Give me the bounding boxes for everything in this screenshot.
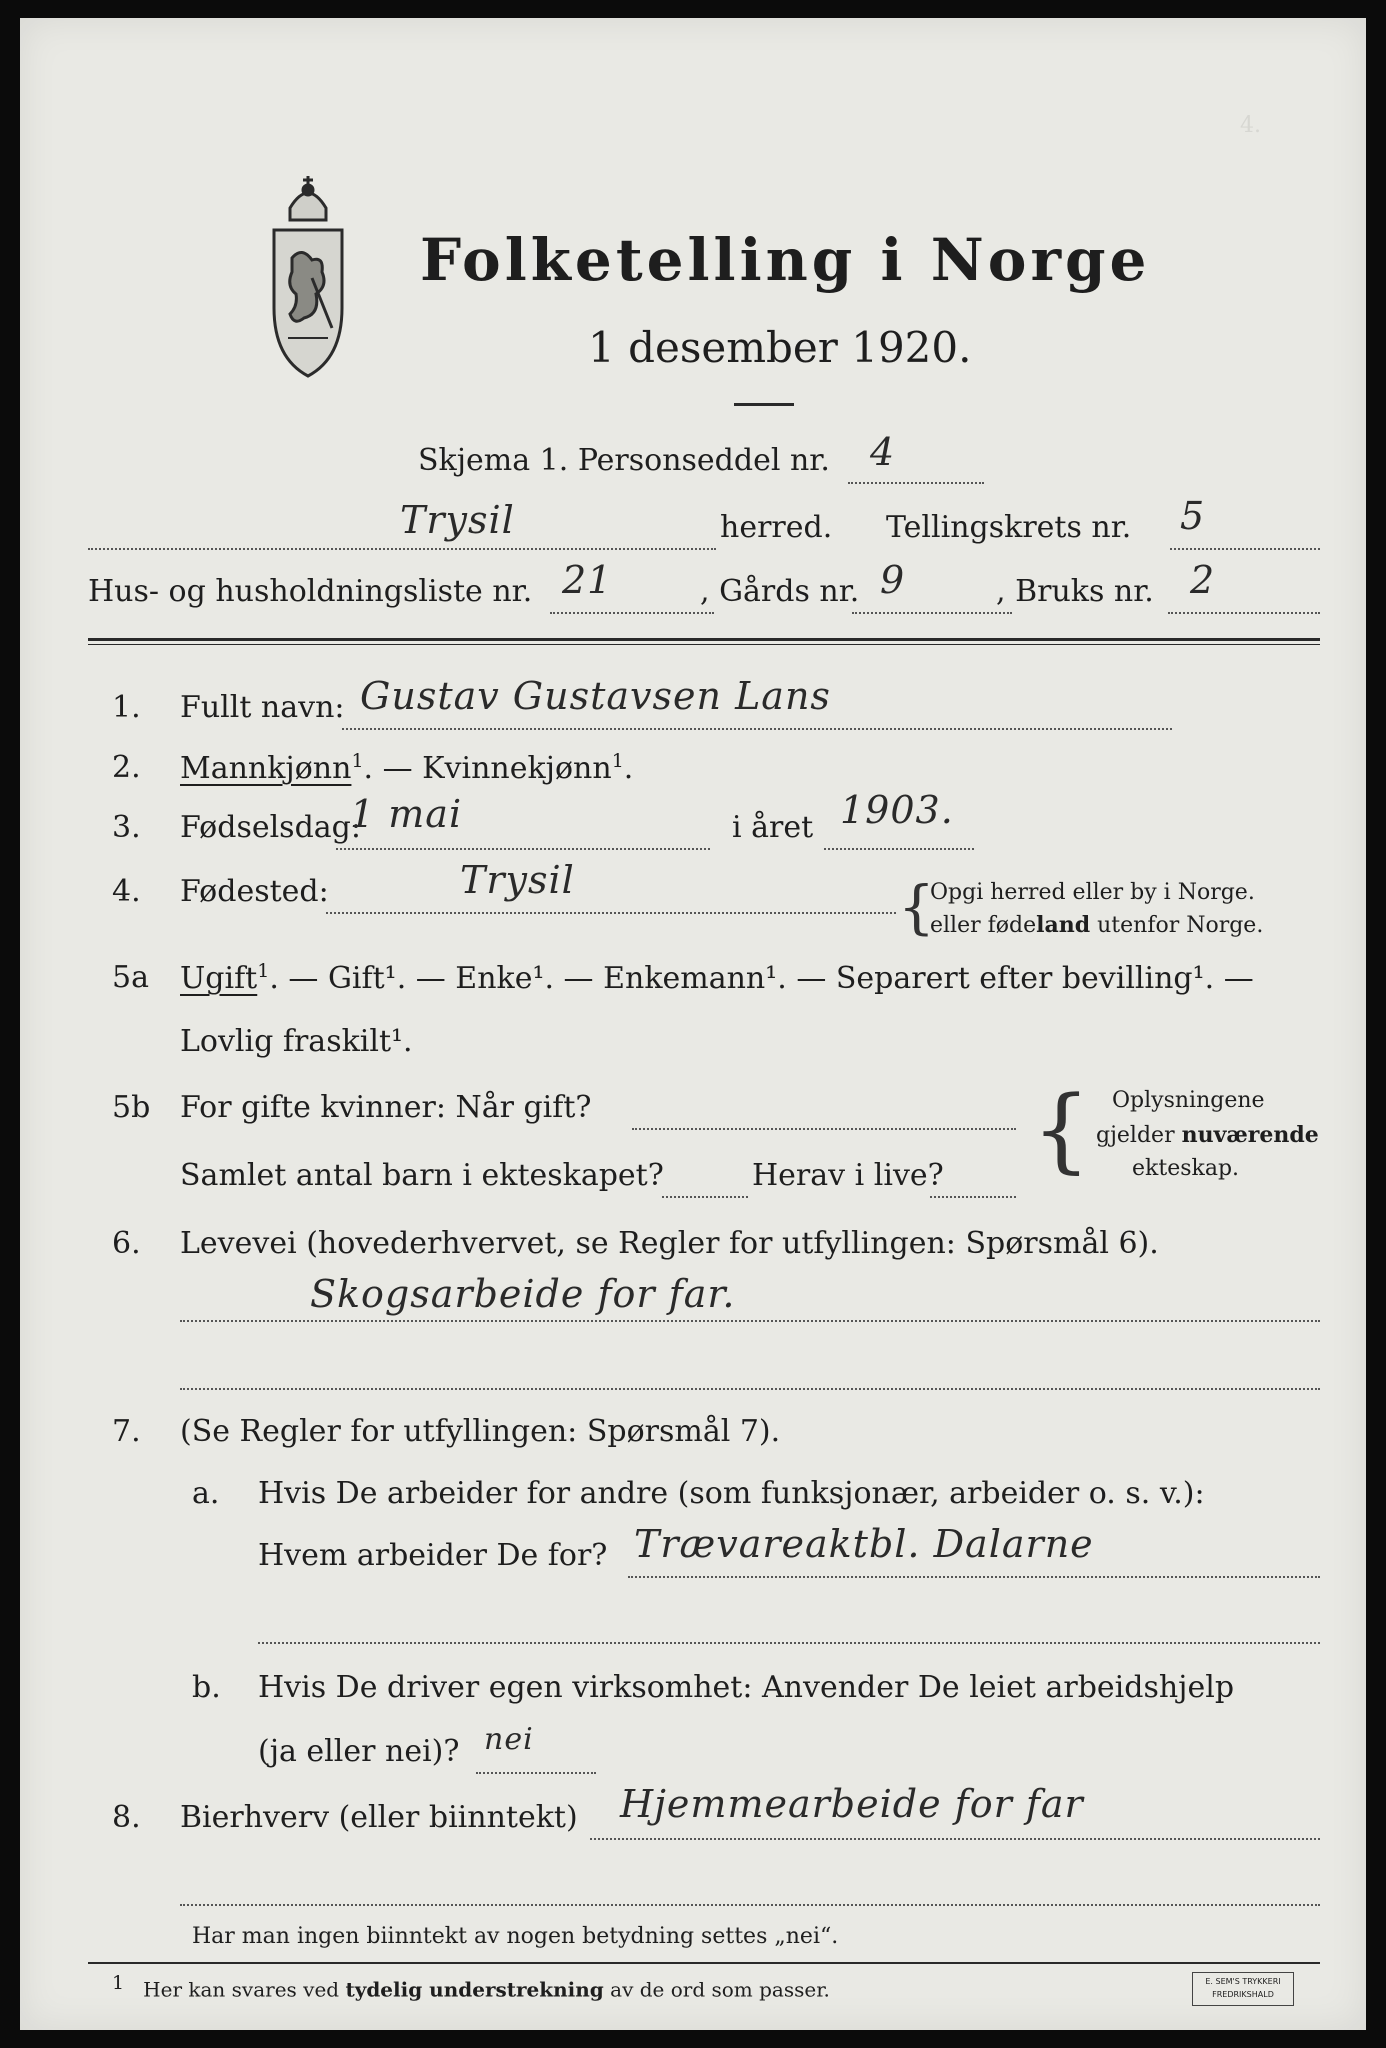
- q1-label: Fullt navn:: [180, 690, 345, 725]
- q7a-employer-label: Hvem arbeider De for?: [258, 1538, 608, 1573]
- q4-number: 4.: [112, 874, 141, 909]
- q7b-line: [476, 1772, 596, 1774]
- bleed-through: 4.: [1240, 113, 1261, 138]
- q8-line2: [180, 1904, 1320, 1906]
- q4-note-line2: eller fødeland utenfor Norge.: [930, 912, 1264, 938]
- q7-number: 7.: [112, 1414, 141, 1449]
- herred-label: herred.: [720, 510, 833, 545]
- q4-label: Fødested:: [180, 874, 329, 909]
- q3-number: 3.: [112, 810, 141, 845]
- q5a-options: Ugift$^1$. — Gift¹. — Enke¹. — Enkemann¹. — Separert efter bevilling¹. —: [180, 960, 1254, 996]
- coat-of-arms-icon: [268, 168, 348, 380]
- occupation-value: Skogsarbeide for far.: [310, 1272, 736, 1316]
- q7-label: (Se Regler for utfyllingen: Spørsmål 7).: [180, 1414, 781, 1449]
- header-rule-bottom: [88, 644, 1320, 645]
- form-title: Folketelling i Norge: [420, 226, 1151, 294]
- bruks-line: [1168, 612, 1320, 614]
- q7b-label: Hvis De driver egen virksomhet: Anvender De leiet arbeidshjelp: [258, 1670, 1235, 1705]
- q5a-number: 5a: [112, 960, 149, 995]
- q5b-note-line3: ekteskap.: [1132, 1156, 1240, 1181]
- q7b-question: (ja eller nei)?: [258, 1734, 460, 1769]
- herred-value: Trysil: [400, 498, 515, 542]
- bruks-value: 2: [1190, 558, 1216, 602]
- q4-brace: {: [898, 873, 935, 941]
- q5a-ugift-option: Ugift: [180, 961, 258, 996]
- gards-value: 9: [880, 558, 906, 602]
- employer-value: Trævareaktbl. Dalarne: [634, 1522, 1094, 1566]
- hus-line: [550, 612, 714, 614]
- q4-line: [326, 912, 896, 914]
- header-rule-top: [88, 638, 1320, 641]
- tellingskrets-label: Tellingskrets nr.: [886, 510, 1132, 545]
- q2-male-option: Mannkjønn: [180, 751, 352, 786]
- census-form-sheet: [20, 18, 1366, 2030]
- q3-day-line: [336, 848, 710, 850]
- q3-year-line: [824, 848, 974, 850]
- tellingskrets-value: 5: [1180, 494, 1206, 538]
- bruks-label: , Bruks nr.: [996, 574, 1154, 609]
- q5b-note-line2: gjelder nuværende: [1096, 1122, 1319, 1148]
- q8-label: Bierhverv (eller biinntekt): [180, 1800, 578, 1835]
- hired-help-value: nei: [484, 1722, 534, 1757]
- q2-female-option: Kvinnekjønn: [422, 751, 612, 786]
- q5b-alive-label: Herav i live?: [752, 1158, 944, 1193]
- q7b-letter: b.: [192, 1670, 221, 1705]
- q6-label: Levevei (hovederhvervet, se Regler for utfyllingen: Spørsmål 6).: [180, 1226, 1159, 1261]
- census-date: 1 desember 1920.: [588, 323, 972, 372]
- q8-line1: [590, 1838, 1320, 1840]
- footnote: $^1$ Her kan svares ved tydelig understrekning av de ord som passer.: [112, 1972, 830, 2002]
- hus-label: Hus- og husholdningsliste nr.: [88, 574, 533, 609]
- q5b-number: 5b: [112, 1090, 151, 1125]
- q5b-brace: {: [1032, 1076, 1091, 1183]
- q3-label: Fødselsdag:: [180, 810, 361, 845]
- q2-number: 2.: [112, 750, 141, 785]
- q5b-children-label: Samlet antal barn i ekteskapet?: [180, 1158, 664, 1193]
- q1-line: [342, 728, 1172, 730]
- full-name-value: Gustav Gustavsen Lans: [360, 674, 831, 718]
- q7a-letter: a.: [192, 1476, 220, 1511]
- printer-stamp: E. SEM'S TRYKKERI FREDRIKSHALD: [1192, 1972, 1294, 2006]
- q7a-extra-line: [258, 1642, 1320, 1644]
- q2-options: Mannkjønn$^1$. — Kvinnekjønn$^1$.: [180, 750, 634, 786]
- gards-label: , Gårds nr.: [700, 574, 860, 609]
- q6-line1: [180, 1320, 1320, 1322]
- title-divider: [734, 403, 794, 406]
- personseddel-value: 4: [870, 430, 896, 474]
- q6-line2: [180, 1388, 1320, 1390]
- hus-value: 21: [562, 558, 613, 602]
- birthplace-value: Trysil: [460, 858, 575, 902]
- q7a-label: Hvis De arbeider for andre (som funksjonær, arbeider o. s. v.):: [258, 1476, 1205, 1511]
- q3-year-label: i året: [732, 810, 814, 845]
- tellingskrets-line: [1170, 548, 1320, 550]
- q1-number: 1.: [112, 690, 141, 725]
- side-occupation-value: Hjemmearbeide for far: [620, 1782, 1084, 1826]
- q8-number: 8.: [112, 1800, 141, 1835]
- herred-line: [88, 548, 716, 550]
- gards-line: [852, 612, 1012, 614]
- personseddel-line: [848, 482, 984, 484]
- q5b-married-line: [632, 1128, 1016, 1130]
- q5a-line2: Lovlig fraskilt¹.: [180, 1024, 413, 1059]
- q5b-children-line: [662, 1196, 748, 1198]
- birth-day-value: 1 mai: [350, 792, 463, 836]
- footer-rule: [88, 1962, 1320, 1964]
- birth-year-value: 1903.: [840, 788, 954, 832]
- q5b-label: For gifte kvinner: Når gift?: [180, 1090, 592, 1125]
- q5b-alive-line: [930, 1196, 1016, 1198]
- q5b-note-line1: Oplysningene: [1112, 1088, 1265, 1113]
- q7a-employer-line: [628, 1576, 1320, 1578]
- skjema-label: Skjema 1. Personseddel nr.: [418, 443, 830, 478]
- biinntekt-note: Har man ingen biinntekt av nogen betydning settes „nei“.: [192, 1924, 839, 1949]
- q6-number: 6.: [112, 1226, 141, 1261]
- q4-note-line1: Opgi herred eller by i Norge.: [930, 880, 1255, 905]
